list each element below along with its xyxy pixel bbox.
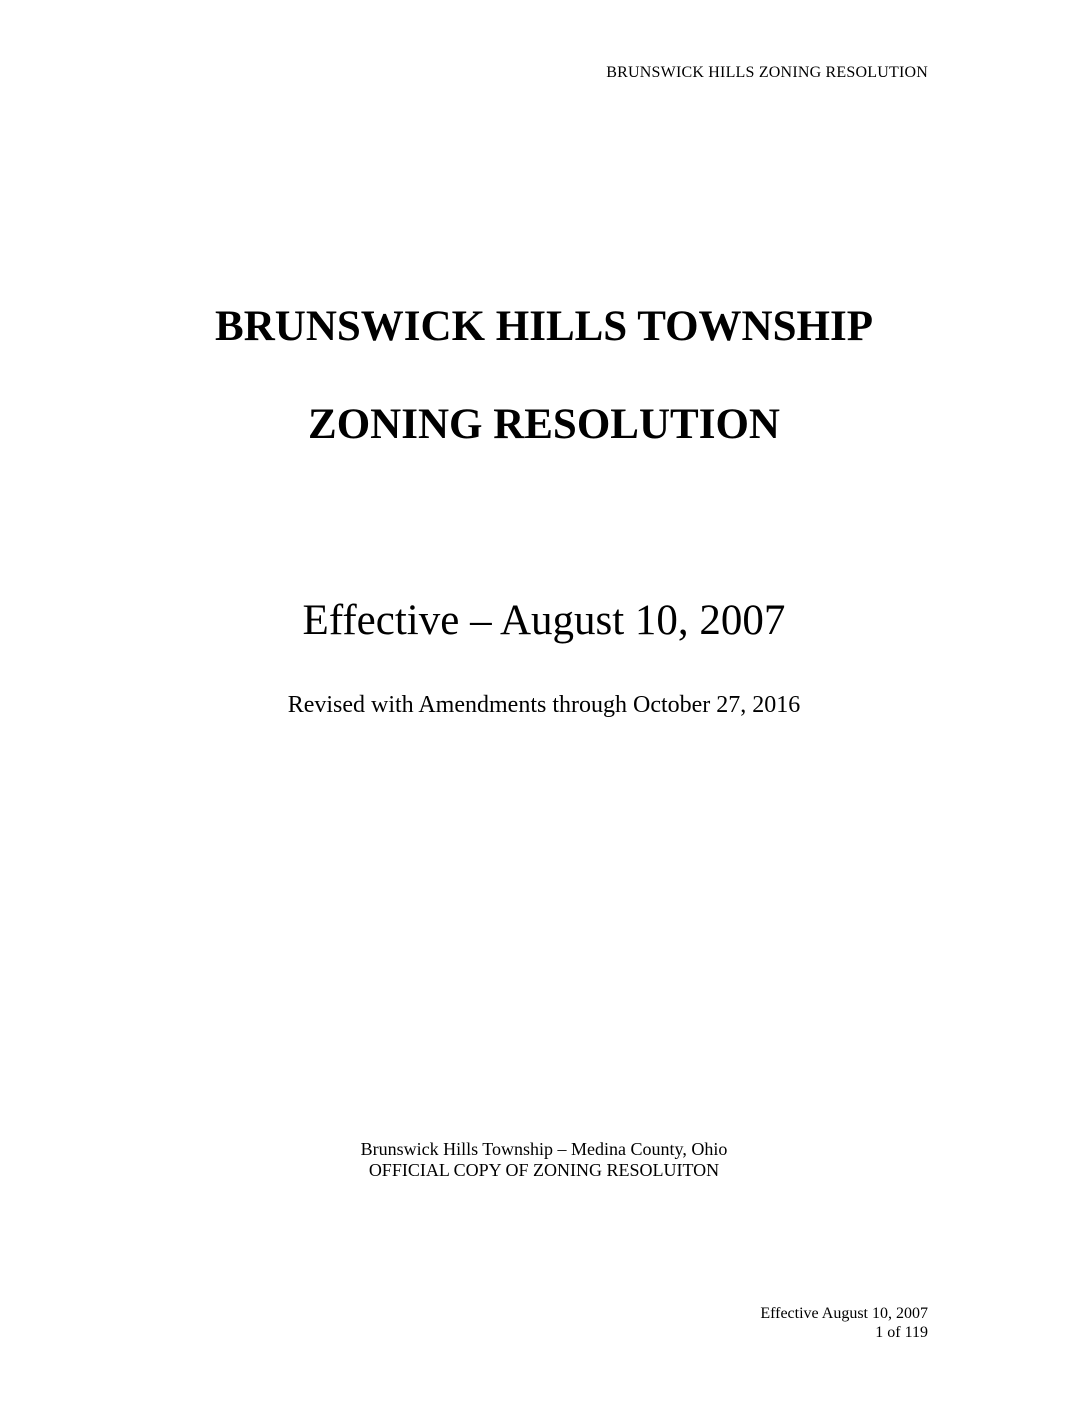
official-copy-line: OFFICIAL COPY OF ZONING RESOLUITON bbox=[368, 1160, 720, 1180]
revision-note: Revised with Amendments through October 27, 2016 bbox=[287, 692, 801, 718]
document-title-line-1: BRUNSWICK HILLS TOWNSHIP bbox=[215, 303, 873, 350]
running-header: BRUNSWICK HILLS ZONING RESOLUTION bbox=[606, 64, 928, 81]
effective-date: Effective – August 10, 2007 bbox=[302, 597, 786, 644]
footer-effective-date: Effective August 10, 2007 bbox=[760, 1305, 928, 1322]
document-title-line-2: ZONING RESOLUTION bbox=[308, 401, 780, 448]
township-county-line: Brunswick Hills Township – Medina County, Ohio bbox=[360, 1139, 728, 1159]
page-footer bbox=[760, 1304, 928, 1342]
page-number: 1 of 119 bbox=[875, 1324, 928, 1341]
official-copy-block bbox=[0, 1139, 1088, 1181]
